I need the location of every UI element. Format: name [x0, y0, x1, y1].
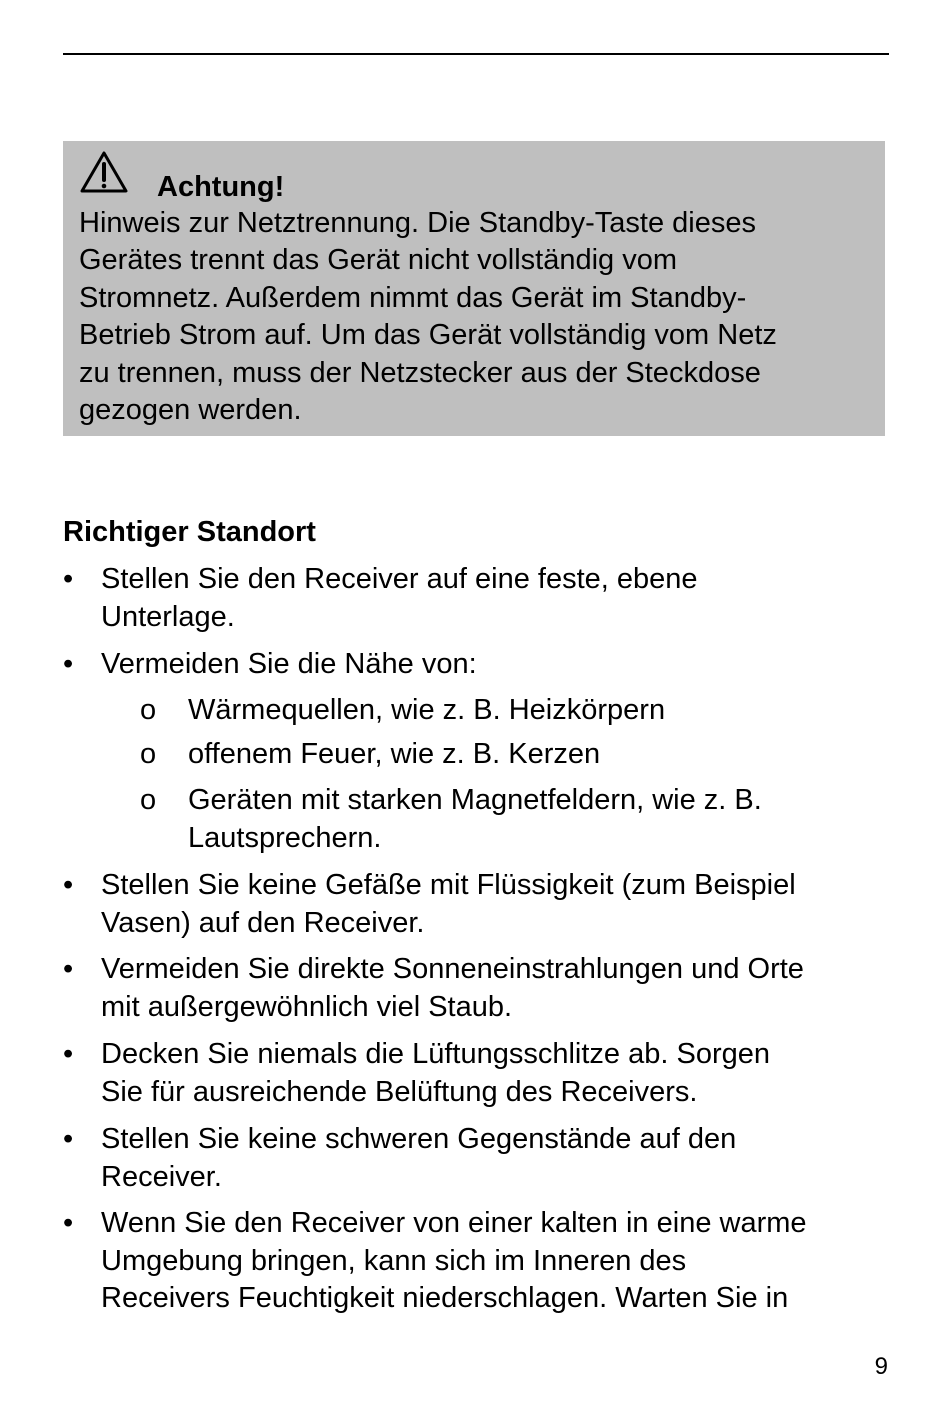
list-item-line: Stellen Sie keine Gefäße mit Flüssigkeit (zum Beispiel	[101, 869, 796, 901]
bullet-marker: •	[63, 563, 74, 595]
warning-line: gezogen werden.	[79, 394, 302, 427]
bullet-marker: •	[63, 869, 74, 901]
list-item-line: Vermeiden Sie die Nähe von:	[101, 648, 477, 680]
list-item	[63, 561, 901, 636]
warning-line: Hinweis zur Netztrennung. Die Standby-Taste dieses	[79, 207, 756, 239]
list-item-line: Wenn Sie den Receiver von einer kalten in eine warme	[101, 1207, 807, 1239]
list-item-line: Sie für ausreichende Belüftung des Receivers.	[101, 1075, 698, 1108]
bullet-marker: •	[63, 648, 74, 680]
list-item	[63, 1205, 901, 1318]
list-item-line: Vermeiden Sie direkte Sonneneinstrahlungen und Orte	[101, 953, 804, 985]
bullet-marker: •	[63, 953, 74, 985]
list-item-line: Receiver.	[101, 1160, 222, 1193]
list-item-line: mit außergewöhnlich viel Staub.	[101, 990, 513, 1023]
warning-line: zu trennen, muss der Netzstecker aus der Steckdose	[79, 356, 761, 389]
list-item	[63, 867, 901, 942]
list-item-line: Decken Sie niemals die Lüftungsschlitze ab. Sorgen	[101, 1038, 770, 1070]
sub-list-item	[140, 782, 888, 857]
list-item	[63, 646, 901, 684]
list-item-line: Umgebung bringen, kann sich im Inneren des	[101, 1244, 687, 1277]
sub-bullet-marker: o	[140, 784, 157, 816]
list-item-line: Lautsprechern.	[188, 821, 382, 854]
warning-triangle-icon	[79, 149, 129, 195]
list-item-line: Receivers Feuchtigkeit niederschlagen. Warten Sie in	[101, 1282, 789, 1314]
list-item-line: Vasen) auf den Receiver.	[101, 906, 425, 939]
list-item	[63, 1036, 901, 1111]
sub-list-item	[140, 692, 888, 730]
page-number: 9	[874, 1353, 888, 1380]
list-item-line: Wärmequellen, wie z. B. Heizkörpern	[188, 694, 666, 726]
sub-list-item	[140, 736, 888, 774]
list-item-line: Geräten mit starken Magnetfeldern, wie z. B.	[188, 784, 762, 816]
bullet-marker: •	[63, 1038, 74, 1070]
warning-text	[79, 205, 879, 429]
warning-title: Achtung!	[157, 171, 285, 203]
warning-line: Betrieb Strom auf. Um das Gerät vollständig vom Netz	[79, 319, 777, 352]
sub-bullet-marker: o	[140, 694, 157, 726]
list-item-line: Stellen Sie den Receiver auf eine feste, ebene	[101, 563, 698, 595]
section-heading: Richtiger Standort	[63, 516, 316, 548]
list-item-line: Unterlage.	[101, 600, 235, 633]
warning-line: Gerätes trennt das Gerät nicht vollständig vom	[79, 244, 678, 277]
warning-line: Stromnetz. Außerdem nimmt das Gerät im Standby-	[79, 281, 747, 314]
top-rule	[63, 53, 889, 55]
bullet-marker: •	[63, 1207, 74, 1239]
warning-box	[63, 141, 885, 436]
bullet-marker: •	[63, 1123, 74, 1155]
list-item-line: Stellen Sie keine schweren Gegenstände auf den	[101, 1123, 737, 1155]
sub-bullet-marker: o	[140, 738, 157, 770]
list-item	[63, 1121, 901, 1196]
list-item-line: offenem Feuer, wie z. B. Kerzen	[188, 738, 601, 770]
list-item	[63, 951, 901, 1026]
